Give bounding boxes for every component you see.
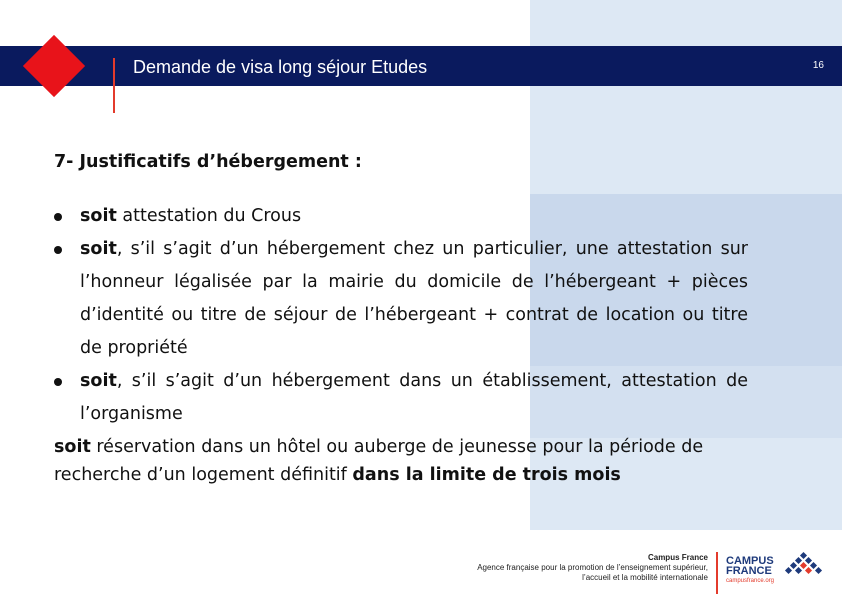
logo-url: campusfrance.org xyxy=(726,578,775,584)
bullet-icon xyxy=(54,378,62,386)
bullet-lead: soit xyxy=(80,206,117,226)
slide-title: Demande de visa long séjour Etudes xyxy=(133,57,428,77)
page-number: 16 xyxy=(812,60,824,71)
footer-org-name: Campus France xyxy=(647,553,708,562)
footer-divider xyxy=(716,552,718,594)
list-item xyxy=(54,200,748,233)
paragraph-emphasis: dans la limite de trois mois xyxy=(352,465,621,485)
section-heading: 7- Justificatifs d’hébergement : xyxy=(54,152,362,172)
closing-paragraph xyxy=(54,433,748,489)
list-item xyxy=(54,233,748,365)
header-divider xyxy=(113,58,115,113)
campus-france-logo xyxy=(726,556,774,576)
logo-line: FRANCE xyxy=(726,565,772,577)
bullet-text: attestation du Crous xyxy=(116,206,302,226)
bullet-icon xyxy=(54,213,62,221)
bullet-text: , s’il s’agit d’un hébergement dans un établissement, attestation de l’organisme xyxy=(80,371,748,424)
logo-line: CAMPUS xyxy=(726,555,774,567)
bullet-text: , s’il s’agit d’un hébergement chez un particulier, une attestation sur l’honneur légalisée par la mairie du domicile de l’hébergeant + pièces d’identité ou titre de séjour de l’hébergeant + contrat de location ou titre de propriété xyxy=(80,239,748,358)
paragraph-text: réservation dans un hôtel ou auberge de jeunesse pour la période de recherche d’un logement définitif xyxy=(54,437,704,485)
slide-content xyxy=(54,150,748,489)
footer-description xyxy=(470,563,708,583)
paragraph-lead: soit xyxy=(54,437,91,457)
bullet-lead: soit xyxy=(80,371,117,391)
campus-france-grid-icon xyxy=(783,551,825,581)
bullet-lead: soit xyxy=(80,239,117,259)
bullet-icon xyxy=(54,246,62,254)
red-diamond-icon xyxy=(23,35,85,97)
footer-desc-line: l’accueil et la mobilité internationale xyxy=(582,573,708,582)
list-item xyxy=(54,365,748,431)
footer-desc-line: Agence française pour la promotion de l’enseignement supérieur, xyxy=(477,563,708,572)
